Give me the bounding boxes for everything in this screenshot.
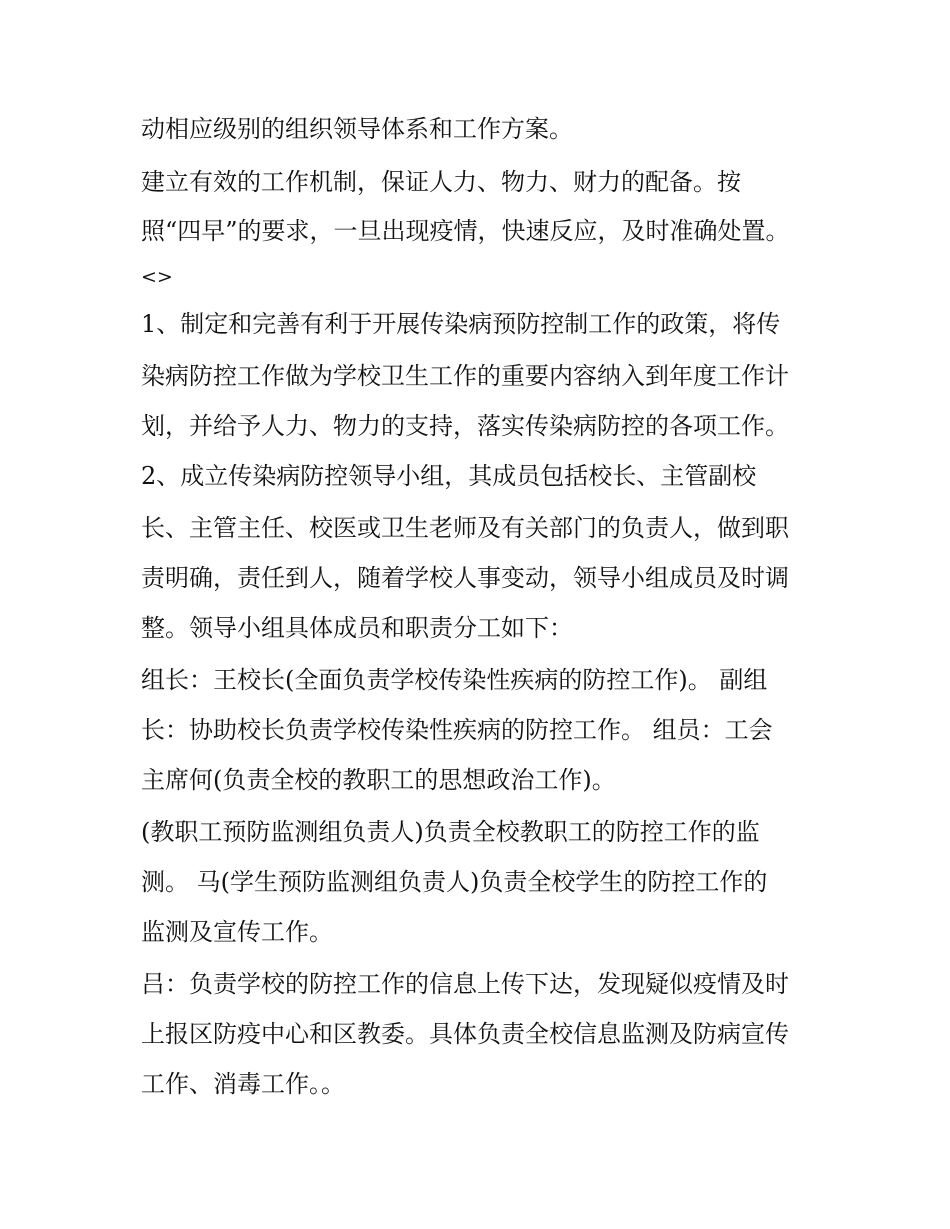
text-line: 照“四早”的要求，一旦出现疫情，快速反应，及时准确处置。 (141, 217, 790, 245)
text-line: 建立有效的工作机制，保证人力、物力、财力的配备。按 (141, 168, 741, 196)
text-line: 吕：负责学校的防控工作的信息上传下达，发现疑似疫情及时 (141, 970, 789, 998)
text-line: 染病防控工作做为学校卫生工作的重要内容纳入到年度工作计 (141, 362, 789, 390)
text-line: 划，并给予人力、物力的支持，落实传染病防控的各项工作。 (141, 412, 789, 440)
text-line: 动相应级别的组织领导体系和工作方案。 (141, 115, 573, 143)
text-line: 组长：王校长(全面负责学校传染性疾病的防控工作)。 副组 (141, 666, 768, 694)
text-line: 工作、消毒工作。。 (141, 1070, 345, 1098)
text-line: 长：协助校长负责学校传染性疾病的防控工作。 组员：工会 (141, 716, 773, 744)
text-line: 主席何(负责全校的教职工的思想政治工作)。 (141, 766, 616, 794)
text-line: <> (141, 266, 173, 288)
text-line: 测。 马(学生预防监测组负责人)负责全校学生的防控工作的 (141, 868, 768, 896)
text-line: 责明确，责任到人，随着学校人事变动，领导小组成员及时调 (141, 564, 789, 592)
text-line: 上报区防疫中心和区教委。具体负责全校信息监测及防病宣传 (141, 1020, 789, 1048)
text-line: (教职工预防监测组负责人)负责全校教职工的防控工作的监 (141, 818, 760, 846)
text-line: 2、成立传染病防控领导小组，其成员包括校长、主管副校 (141, 462, 757, 490)
text-line: 1、制定和完善有利于开展传染病预防控制工作的政策，将传 (141, 310, 781, 338)
text-line: 长、主管主任、校医或卫生老师及有关部门的负责人，做到职 (141, 514, 789, 542)
text-line: 监测及宣传工作。 (141, 918, 333, 946)
text-line: 整。领导小组具体成员和职责分工如下： (141, 614, 573, 642)
